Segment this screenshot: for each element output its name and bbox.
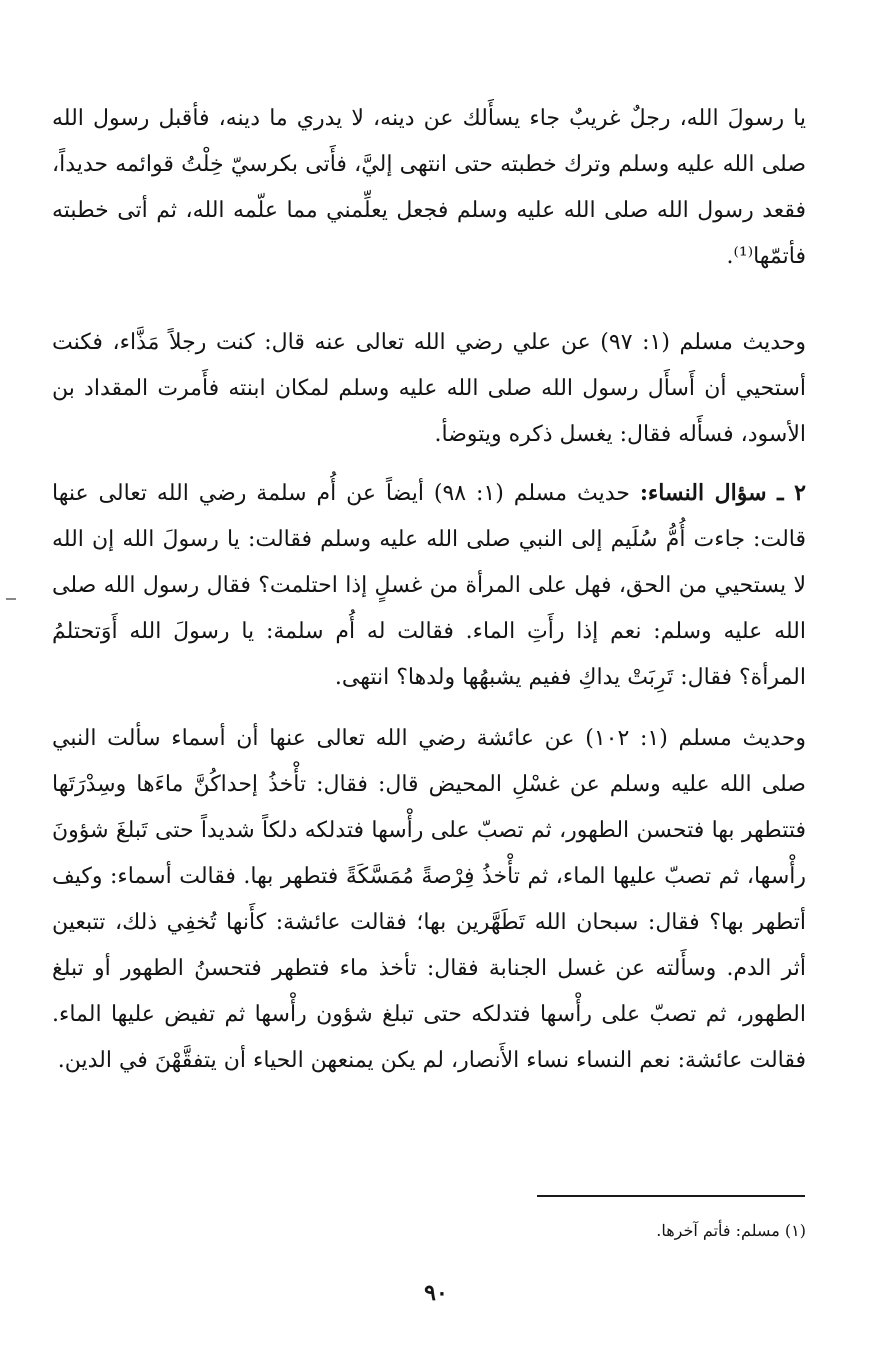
page-number bbox=[386, 1278, 486, 1308]
section-heading: ٢ ـ سؤال النساء: bbox=[639, 480, 806, 506]
paragraph-text: وحديث مسلم (١: ١٠٢) عن عائشة رضي الله تعالى عنها أن أسماء سألت النبي صلى الله عليه وسلم عن غسْلِ المحيض قال: فقال: تأْخذُ إحداكُنَّ ماءَها وسِدْرَتَها فتتطهر بها فتحسن الطهور، ثم تصبّ على رأْسها فتدلكه دلكاً شديداً حتى تَبلغَ شؤونَ رأْسها، ثم تصبّ عليها الماء، ثم تأْخذُ فِرْصةً مُمَسَّكَةً فتطهر بها. فقالت أسماء: وكيف أتطهر بها؟ فقال: سبحان الله تَطَهَّرين بها؛ فقالت عائشة: كأَنها تُخفِي ذلك، تتبعين أثر الدم. وسأَلته عن غسل الجنابة فقال: تأخذ ماء فتطهر فتحسنُ الطهور أو تبلغ الطهور، ثم تصبّ على رأْسها فتدلكه حتى تبلغ شؤون رأْسها ثم تفيض عليها الماء. فقالت عائشة: نعم النساء نساء الأَنصار، لم يكن يمنعهن الحياء أن يتفقَّهْنَ في الدين. bbox=[52, 726, 806, 1073]
page-number-text: ٩٠ bbox=[424, 1280, 448, 1306]
footnote-divider bbox=[537, 1195, 805, 1197]
paragraph-text: حديث مسلم (١: ٩٨) أيضاً عن أُم سلمة رضي الله تعالى عنها قالت: جاءت أُمُّ سُلَيم إلى النبي صلى الله عليه وسلم فقالت: يا رسولَ الله إن الله لا يستحيي من الحق، فهل على المرأة من غسلٍ إذا احتلمت؟ فقال رسول الله صلى الله عليه وسلم: نعم إذا رأَتِ الماء. فقالت له أُم سلمة: يا رسولَ الله أَوَتحتلمُ المرأة؟ فقال: تَرِبَتْ يداكِ ففيم يشبهُها ولدها؟ انتهى. bbox=[52, 481, 806, 690]
paragraph-text: يا رسولَ الله، رجلٌ غريبٌ جاء يسأَلك عن دينه، لا يدري ما دينه، فأقبل رسول الله صلى الله عليه وسلم وترك خطبته حتى انتهى إليَّ، فأَتى بكرسيّ خِلْتُ قوائمه حديداً، فقعد رسول الله صلى الله عليه وسلم فجعل يعلِّمني مما علّمه الله، ثم أتى خطبته فأتمّها⁽¹⁾. bbox=[52, 106, 807, 269]
paragraph-text: وحديث مسلم (١: ٩٧) عن علي رضي الله تعالى عنه قال: كنت رجلاً مَذَّاء، فكنت أستحيي أن أَسأَل رسول الله صلى الله عليه وسلم لمكان ابنته فأَمرت المقداد بن الأسود، فسأَله فقال: يغسل ذكره ويتوضأ. bbox=[52, 330, 806, 447]
paragraph-hadith-stranger bbox=[52, 96, 806, 280]
footnote bbox=[420, 1216, 806, 1246]
footnote-text: (١) مسلم: فأتم آخرها. bbox=[656, 1221, 806, 1240]
margin-mark bbox=[6, 598, 16, 600]
paragraph-hadith-ali bbox=[52, 320, 806, 458]
paragraph-hadith-aisha bbox=[52, 716, 806, 1084]
paragraph-women-question bbox=[52, 470, 806, 701]
